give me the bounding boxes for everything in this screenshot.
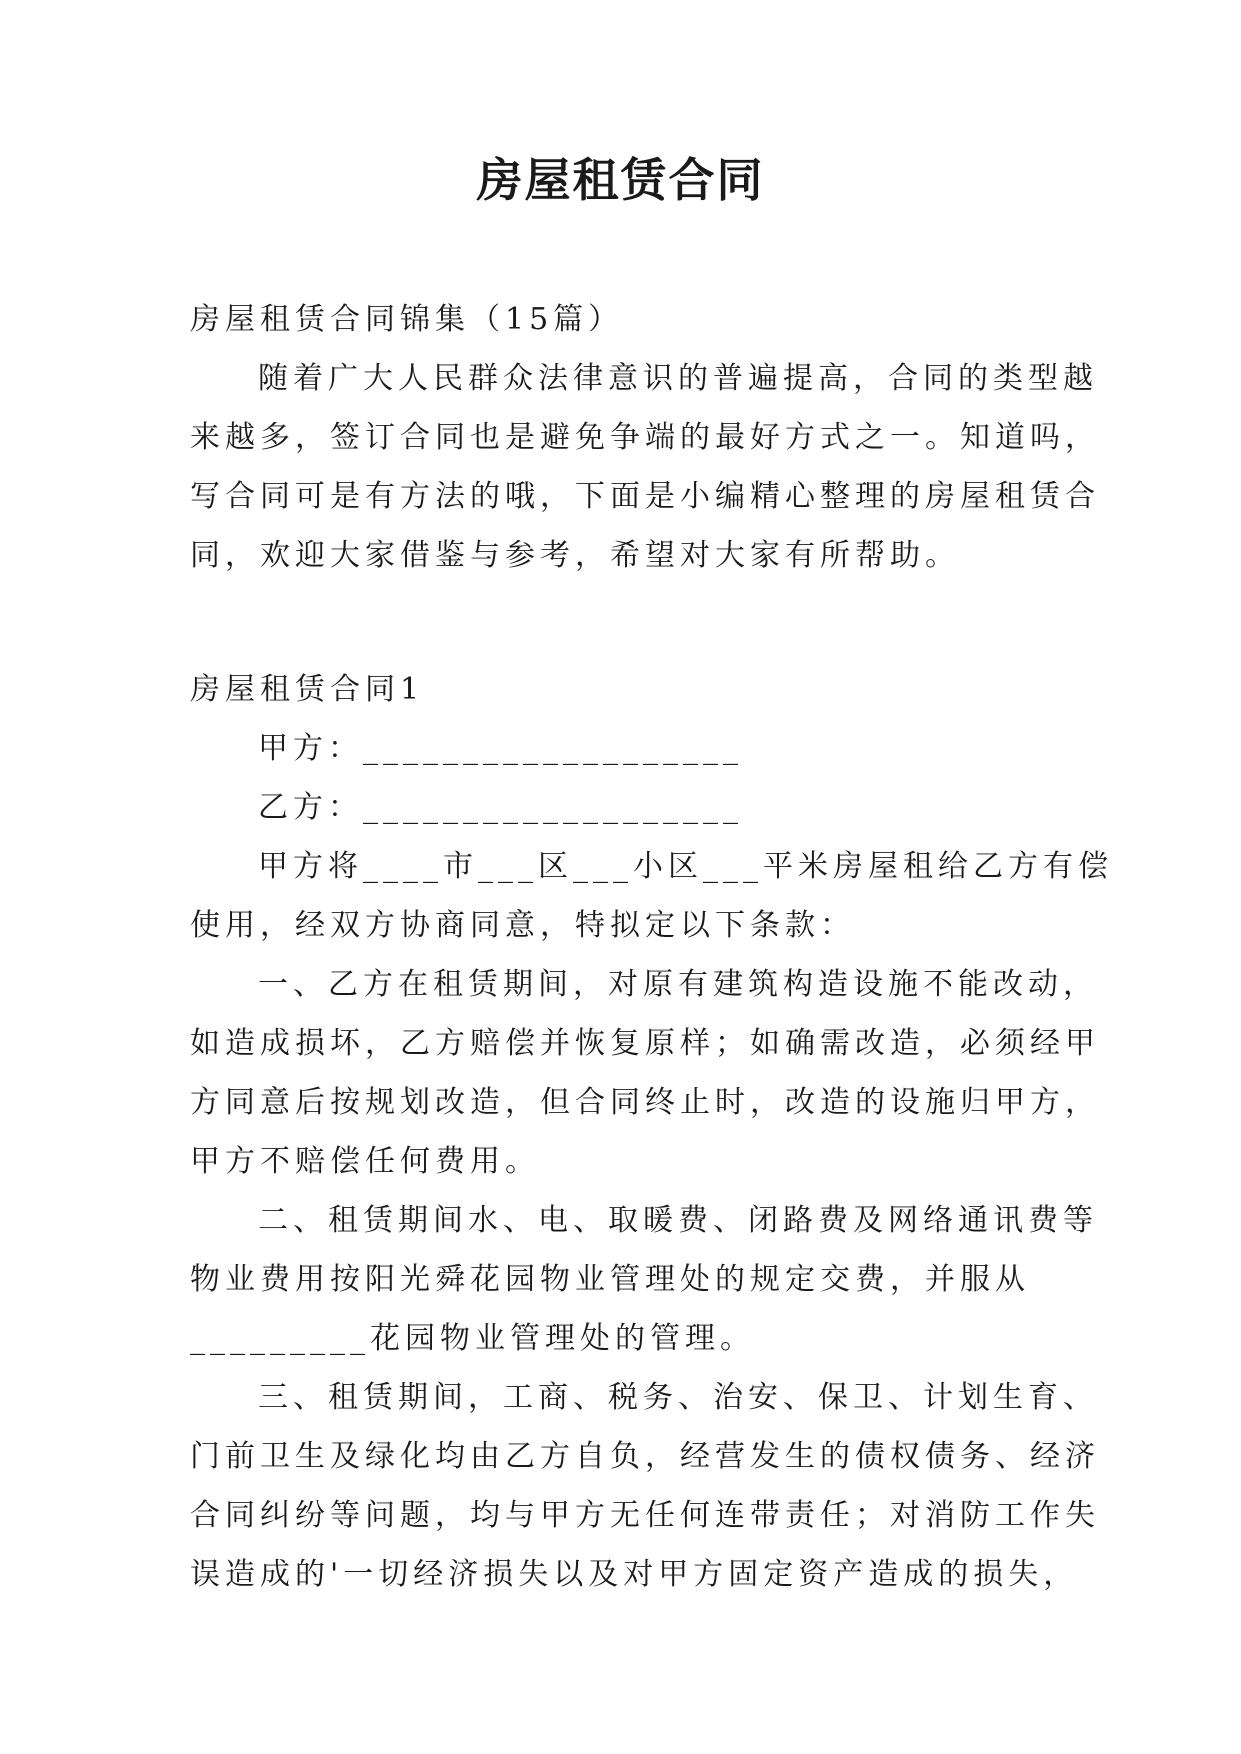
party-a-line: 甲方：___________________	[258, 731, 743, 766]
clause-2-paragraph	[190, 1191, 1098, 1368]
clause-line: 三、租赁期间，工商、税务、治安、保卫、计划生育、	[258, 1380, 1098, 1415]
intro-line: 同，欢迎大家借鉴与参考，希望对大家有所帮助。	[190, 538, 960, 573]
section-gap	[190, 585, 1070, 660]
clause-line: 合同纠纷等问题，均与甲方无任何连带责任；对消防工作失	[190, 1498, 1100, 1533]
clause-line: _________花园物业管理处的管理。	[190, 1321, 755, 1356]
clause-1-paragraph	[190, 955, 1100, 1191]
clause-line: 门前卫生及绿化均由乙方自负，经营发生的债权债务、经济	[190, 1439, 1100, 1474]
clause-line: 一、乙方在租赁期间，对原有建筑构造设施不能改动，	[258, 967, 1098, 1002]
clause-intro-paragraph	[190, 837, 1113, 955]
intro-line: 写合同可是有方法的哦，下面是小编精心整理的房屋租赁合	[190, 479, 1100, 514]
document-title: 房屋租赁合同	[476, 153, 765, 207]
contract-heading: 房屋租赁合同1	[190, 672, 425, 707]
clause-line: 误造成的'一切经济损失以及对甲方固定资产造成的损失，	[190, 1557, 1079, 1592]
intro-line: 随着广大人民群众法律意识的普遍提高，合同的类型越	[258, 361, 1098, 396]
clause-line: 甲方不赔偿任何费用。	[190, 1144, 540, 1179]
party-b-line: 乙方：___________________	[258, 790, 743, 825]
intro-line: 来越多，签订合同也是避免争端的最好方式之一。知道吗，	[190, 420, 1100, 455]
clause-line: 使用，经双方协商同意，特拟定以下条款：	[190, 908, 855, 943]
clause-line: 二、租赁期间水、电、取暖费、闭路费及网络通讯费等	[258, 1203, 1098, 1238]
intro-paragraph	[190, 349, 1100, 585]
clause-3-paragraph	[190, 1368, 1100, 1604]
clause-line: 如造成损坏，乙方赔偿并恢复原样；如确需改造，必须经甲	[190, 1026, 1100, 1061]
collection-heading: 房屋租赁合同锦集（15篇）	[190, 302, 624, 337]
clause-line: 物业费用按阳光舜花园物业管理处的规定交费，并服从	[190, 1262, 1030, 1297]
clause-line: 甲方将____市___区___小区___平米房屋租给乙方有偿	[258, 849, 1113, 884]
document-body	[190, 290, 1113, 1604]
clause-line: 方同意后按规划改造，但合同终止时，改造的设施归甲方，	[190, 1085, 1100, 1120]
